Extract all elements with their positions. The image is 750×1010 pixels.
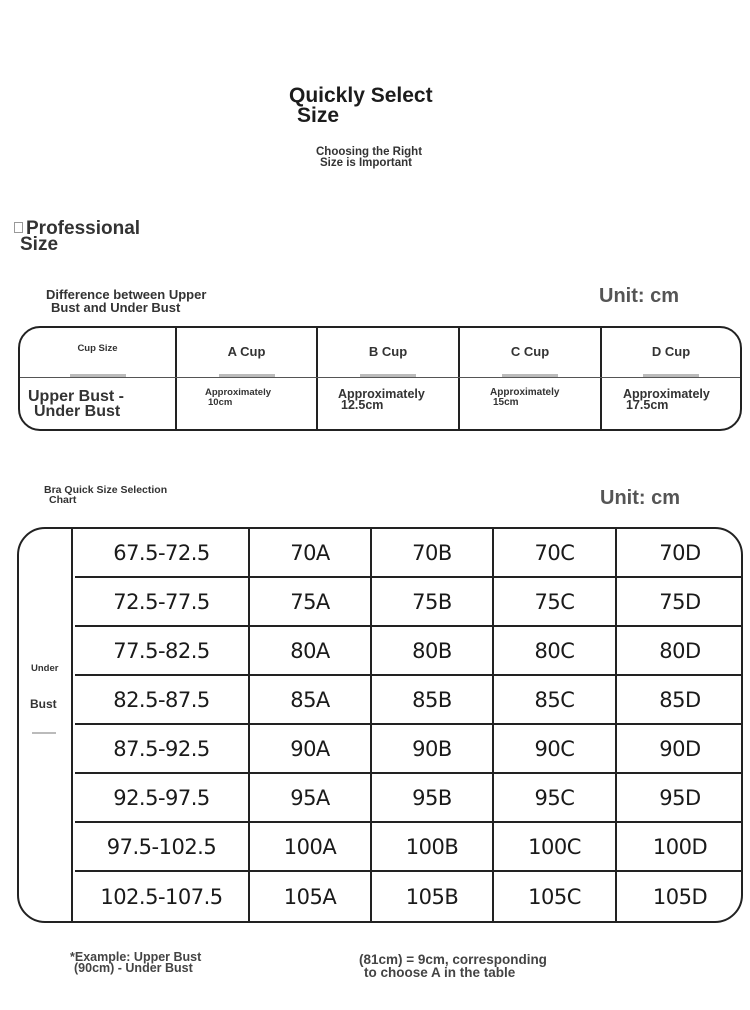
bra-size-cell: 75A bbox=[248, 578, 370, 625]
bra-size-cell: 100B bbox=[370, 823, 492, 870]
bra-size-cell: 80B bbox=[370, 627, 492, 674]
header-divider bbox=[502, 374, 558, 377]
cup-table-caption-line2: Bust and Under Bust bbox=[51, 300, 181, 315]
bra-size-cell: 90A bbox=[248, 725, 370, 772]
cup-header-b: B Cup bbox=[368, 344, 408, 359]
side-label-bust: Bust bbox=[30, 697, 57, 711]
bra-size-cell: 95A bbox=[248, 774, 370, 821]
under-bust-range-cell: 102.5-107.5 bbox=[100, 884, 223, 909]
example-note-line3: (81cm) = 9cm, corresponding bbox=[359, 952, 547, 967]
bra-size-cell: 90C bbox=[492, 725, 615, 772]
bra-size-cell: 105A bbox=[248, 872, 370, 921]
page-subtitle bbox=[316, 147, 422, 169]
side-label-mark bbox=[32, 732, 56, 734]
difference-text: Approximately bbox=[623, 387, 710, 401]
difference-value: 10cm bbox=[208, 396, 233, 408]
section-title-line2: Size bbox=[20, 234, 59, 255]
bra-size-cell: 80D bbox=[615, 627, 743, 674]
bra-size-cell: 95D bbox=[615, 774, 743, 821]
row-label bbox=[28, 389, 124, 419]
size-chart-table bbox=[17, 527, 743, 923]
difference-text: Approximately bbox=[490, 387, 560, 398]
difference-text: Approximately bbox=[338, 387, 425, 401]
cup-table-caption bbox=[46, 288, 206, 314]
row-label-line2: Under Bust bbox=[34, 403, 121, 420]
difference-cell bbox=[600, 378, 740, 431]
cup-table-unit: Unit: cm bbox=[599, 285, 679, 307]
table-row bbox=[75, 872, 743, 921]
cup-header-cell bbox=[600, 328, 740, 377]
bra-size-cell: 105C bbox=[492, 872, 615, 921]
cup-header-cell bbox=[175, 328, 316, 377]
bra-size-cell: 100D bbox=[615, 823, 743, 870]
bra-size-cell: 85D bbox=[615, 676, 743, 723]
bra-size-cell: 90D bbox=[615, 725, 743, 772]
table-row bbox=[75, 725, 743, 774]
difference-cell bbox=[316, 378, 458, 431]
cup-size-header-cell bbox=[20, 328, 175, 377]
table-row bbox=[75, 627, 743, 676]
bra-size-cell: 75B bbox=[370, 578, 492, 625]
difference-value: 15cm bbox=[493, 396, 519, 408]
cup-size-header: Cup Size bbox=[77, 343, 118, 354]
under-bust-range-cell: 97.5-102.5 bbox=[106, 834, 217, 859]
page-title-line1: Quickly Select bbox=[289, 84, 433, 107]
difference-cell bbox=[458, 378, 600, 431]
page-subtitle-line1: Choosing the Right bbox=[316, 146, 423, 158]
cup-header-c: C Cup bbox=[510, 344, 550, 359]
size-chart-grid bbox=[75, 529, 743, 921]
header-divider bbox=[70, 374, 126, 377]
table-row bbox=[75, 823, 743, 872]
under-bust-range-cell: 87.5-92.5 bbox=[113, 736, 210, 761]
under-bust-range-cell: 77.5-82.5 bbox=[113, 638, 210, 663]
bra-size-cell: 95B bbox=[370, 774, 492, 821]
bra-size-cell: 105B bbox=[370, 872, 492, 921]
page-title-line2: Size bbox=[297, 104, 340, 127]
example-note-line1: *Example: Upper Bust bbox=[70, 950, 202, 964]
row-label-line1: Upper Bust - bbox=[28, 388, 124, 405]
example-note-part1 bbox=[70, 952, 201, 974]
bra-size-cell: 100A bbox=[248, 823, 370, 870]
section-title-line1: Professional bbox=[26, 218, 141, 239]
under-bust-range-cell: 67.5-72.5 bbox=[113, 540, 210, 565]
difference-value: 17.5cm bbox=[626, 398, 669, 412]
cup-header-cell bbox=[458, 328, 600, 377]
bra-size-cell: 100C bbox=[492, 823, 615, 870]
example-note-line2: (90cm) - Under Bust bbox=[74, 961, 193, 975]
bra-size-cell: 85B bbox=[370, 676, 492, 723]
difference-b bbox=[338, 389, 425, 411]
cup-difference-table bbox=[18, 326, 742, 431]
row-label-cell bbox=[20, 378, 175, 431]
size-chart-side-label bbox=[19, 529, 73, 921]
bra-size-cell: 70D bbox=[615, 529, 743, 576]
difference-c bbox=[490, 388, 559, 407]
bra-size-cell: 75D bbox=[615, 578, 743, 625]
page-subtitle-line2: Size is Important bbox=[320, 157, 413, 169]
bra-size-cell: 105D bbox=[615, 872, 743, 921]
cup-header-d: D Cup bbox=[651, 344, 691, 359]
table-row bbox=[75, 774, 743, 823]
bra-size-cell: 75C bbox=[492, 578, 615, 625]
under-bust-range-cell: 72.5-77.5 bbox=[113, 589, 210, 614]
difference-d bbox=[623, 389, 710, 411]
cup-table-value-row bbox=[20, 378, 740, 431]
page-title bbox=[289, 86, 433, 126]
bra-size-cell: 80A bbox=[248, 627, 370, 674]
size-chart-caption bbox=[44, 486, 167, 505]
size-chart-unit: Unit: cm bbox=[600, 487, 680, 509]
side-label-under: Under bbox=[31, 663, 59, 674]
bra-size-cell: 80C bbox=[492, 627, 615, 674]
missing-glyph-icon bbox=[14, 222, 23, 233]
table-row bbox=[75, 529, 743, 578]
bra-size-cell: 70C bbox=[492, 529, 615, 576]
header-divider bbox=[360, 374, 416, 377]
cup-table-header-row bbox=[20, 328, 740, 378]
cup-table-caption-line1: Difference between Upper bbox=[46, 287, 207, 302]
header-divider bbox=[643, 374, 699, 377]
bra-size-cell: 70B bbox=[370, 529, 492, 576]
table-row bbox=[75, 578, 743, 627]
table-row bbox=[75, 676, 743, 725]
difference-text: Approximately bbox=[205, 387, 271, 398]
section-title bbox=[14, 218, 141, 255]
under-bust-range-cell: 92.5-97.5 bbox=[113, 785, 210, 810]
under-bust-range-cell: 82.5-87.5 bbox=[113, 687, 210, 712]
cup-header-a: A Cup bbox=[227, 344, 266, 359]
size-chart-caption-line1: Bra Quick Size Selection bbox=[44, 484, 168, 496]
bra-size-cell: 70A bbox=[248, 529, 370, 576]
example-note-part2 bbox=[359, 953, 547, 979]
bra-size-cell: 90B bbox=[370, 725, 492, 772]
difference-a bbox=[205, 388, 271, 407]
cup-header-cell bbox=[316, 328, 458, 377]
bra-size-cell: 85A bbox=[248, 676, 370, 723]
example-note-line4: to choose A in the table bbox=[364, 965, 516, 980]
difference-cell bbox=[175, 378, 316, 431]
bra-size-cell: 95C bbox=[492, 774, 615, 821]
size-chart-caption-line2: Chart bbox=[49, 493, 77, 506]
bra-size-cell: 85C bbox=[492, 676, 615, 723]
difference-value: 12.5cm bbox=[341, 398, 384, 412]
header-divider bbox=[219, 374, 275, 377]
